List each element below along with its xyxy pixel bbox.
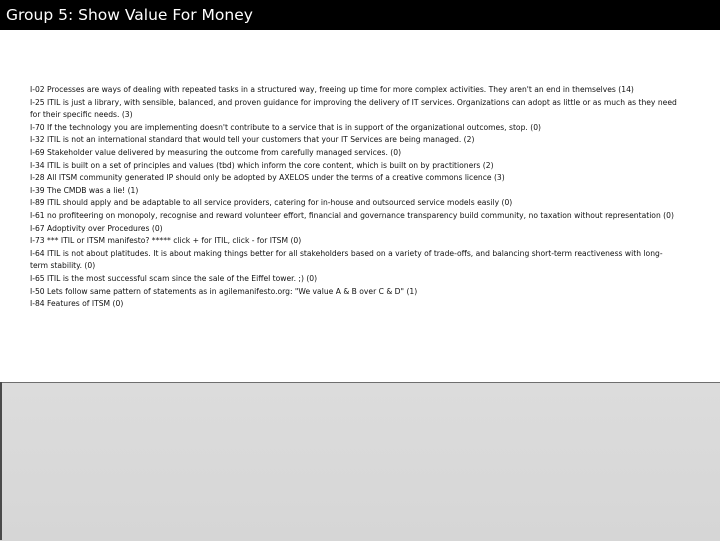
title-bar [0,0,720,30]
page-title: Group 5: Show Value For Money [6,6,253,24]
list-item: I-50 Lets follow same pattern of statements as in agilemanifesto.org: "We value A & B over C & D" (1) [30,286,418,296]
list-item: I-73 *** ITIL or ITSM manifesto? ***** click + for ITIL, click - for ITSM (0) [30,236,302,246]
panel-divider [0,382,2,540]
list-item: I-69 Stakeholder value delivered by measuring the outcome from carefully managed services. (0) [30,147,402,157]
list-item: I-02 Processes are ways of dealing with repeated tasks in a structured way, freeing up time for more complex activities. They aren't an end in themselves (14) [30,85,634,94]
list-item: I-65 ITIL is the most successful scam since the sale of the Eiffel tower. ;) (0) [30,273,318,283]
list-item: I-39 The CMDB was a lie! (1) [30,185,139,195]
list-item: I-32 ITIL is not an international standard that would tell your customers that your IT Services are being managed. (2) [30,135,475,145]
list-item: I-34 ITIL is built on a set of principles and values (tbd) which inform the core content, which is built on by practitioners (2) [30,160,494,170]
list-item: I-61 no profiteering on monopoly, recognise and reward volunteer effort, financial and governance transparency build community, no taxation without representation (0) [30,210,674,220]
list-item: I-25 ITIL is just a library, with sensible, balanced, and proven guidance for improving the delivery of IT services. Organizations can adopt as little or as much as they need for their specific needs. (3) [30,97,677,120]
list-item: I-67 Adoptivity over Procedures (0) [30,223,163,233]
list-item: I-84 Features of ITSM (0) [30,299,124,309]
list-item: I-70 If the technology you are implementing doesn't contribute to a service that is in support of the organizational outcomes, stop. (0) [30,122,541,132]
list-item: I-64 ITIL is not about platitudes. It is about making things better for all stakeholders based on a variety of trade-offs, and balancing short-term reactiveness with long-term stability. (0) [30,248,663,271]
list-item: I-28 All ITSM community generated IP should only be adopted by AXELOS under the terms of a creative commons licence (3) [30,173,505,183]
idea-list [30,84,678,311]
list-item: I-89 ITIL should apply and be adaptable to all service providers, catering for in-house and outsourced service models easily (0) [30,198,513,208]
notes-panel [0,382,720,541]
